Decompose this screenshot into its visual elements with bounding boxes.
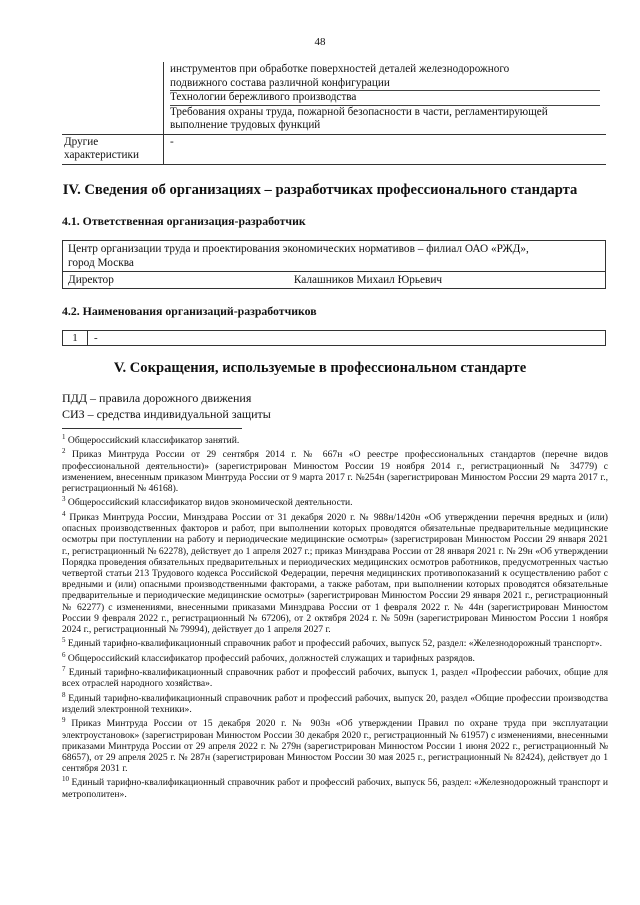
footnote [62, 690, 608, 716]
footnote [62, 774, 608, 800]
footnote [62, 432, 608, 446]
footnote-number: 7 [62, 664, 66, 673]
section-4-title: IV. Сведения об организациях – разработчиках профессионального стандарта [62, 182, 578, 198]
section-4-1-title: 4.1. Ответственная организация-разработчик [62, 214, 306, 228]
director-name: Калашников Михаил Юрьевич [293, 274, 443, 286]
requirement-line: инструментов при обработке поверхностей деталей железнодорожного [170, 63, 510, 75]
requirement-line: Технологии бережливого производства [170, 91, 600, 106]
footnote-text: Единый тарифно-квалификационный справочник работ и профессий рабочих, выпуск 1, раздел «Профессии рабочих, общие для всех отраслей народного хозяйства». [62, 667, 608, 690]
org-name [63, 241, 605, 271]
requirement-line: Требования охраны труда, пожарной безопасности в части, регламентирующей [170, 105, 548, 118]
footnote-text: Приказ Минтруда России от 29 сентября 2014 г. № 667н «О реестре профессиональных стандартов (перечне видов профессиональной деятельности)» (зарегистрирован Минюстом России 19 ноября 2014 г., регистрационный № 34779) с изменением, внесенным приказом Минтруда России от 9 марта 2017 г. №254н (зарегистрирован Минюстом России 29 марта 2017 г., регистрационный № 46168). [62, 449, 608, 495]
footnote [62, 715, 608, 774]
footnote-number: 6 [62, 650, 66, 659]
footnote [62, 635, 608, 649]
table-row-other [62, 134, 606, 165]
qualification-table-continuation [62, 62, 606, 165]
abbreviation-item: ПДД – правила дорожного движения [62, 391, 252, 405]
footnote-text: Общероссийский классификатор профессий рабочих, должностей служащих и тарифных разрядов. [65, 652, 475, 664]
section-4-2-title: 4.2. Наименования организаций-разработчиков [62, 304, 317, 318]
footnote-number: 2 [62, 447, 66, 456]
other-characteristics-label [62, 135, 164, 164]
requirement-line: подвижного состава различной конфигурации [170, 77, 600, 92]
table-cell-empty [62, 62, 164, 134]
director-label: Директор [68, 274, 114, 286]
developer-number: 1 [63, 331, 88, 345]
developer-orgs-table [62, 330, 606, 346]
footnote-text: Общероссийский классификатор видов экономической деятельности. [65, 497, 353, 509]
footnote-number: 4 [62, 509, 66, 518]
page-number: 48 [314, 36, 326, 48]
footnote-divider [62, 428, 242, 429]
footnote-text: Единый тарифно-квалификационный справочник работ и профессий рабочих, выпуск 52, раздел: «Железнодорожный транспорт». [65, 638, 603, 650]
footnotes [62, 432, 608, 800]
footnote-text: Единый тарифно-квалификационный справочник работ и профессий рабочих, выпуск 20, раздел «Общие профессии производства изделий электронной техники». [62, 692, 608, 715]
other-label-line: характеристики [64, 149, 139, 161]
table-cell-requirements [164, 62, 606, 134]
table-row [62, 62, 606, 134]
org-name-line: город Москва [68, 257, 134, 269]
director-row [63, 271, 605, 288]
footnote-text: Общероссийский классификатор занятий. [65, 435, 240, 447]
footnote-number: 8 [62, 690, 66, 699]
footnote [62, 446, 608, 494]
other-characteristics-value: - [170, 135, 174, 148]
requirement-line: выполнение трудовых функций [170, 119, 321, 131]
footnote-number: 3 [62, 495, 66, 504]
responsible-org-box [62, 240, 606, 289]
abbreviation-item: СИЗ – средства индивидуальной защиты [62, 407, 271, 421]
org-name-line: Центр организации труда и проектирования экономических нормативов – филиал ОАО «РЖД», [68, 243, 529, 255]
footnote [62, 494, 608, 508]
footnote [62, 664, 608, 690]
footnote-number: 10 [62, 775, 69, 784]
footnote-text: Приказ Минтруда России от 15 декабря 2020 г. № 903н «Об утверждении Правил по охране труда при эксплуатации электроустановок» (зарегистрирован Минюстом России 30 декабря 2020 г., регистрационный № 61957) с изменениями, внесенными приказами Минтруда России от 29 апреля 2022 г. № 279н (зарегистрирован Минюстом России 1 июня 2022 г., регистрационный № 68657), от 29 апреля 2025 г. № 287н (зарегистрирован Минюстом России 30 мая 2025 г., регистрационный № 82424), действует до 1 сентября 2031 г. [62, 718, 608, 775]
developer-value: - [94, 332, 98, 344]
footnote-number: 1 [62, 433, 66, 441]
section-5-title: V. Сокращения, используемые в профессиональном стандарте [113, 360, 527, 376]
footnote [62, 650, 608, 664]
footnote-text: Единый тарифно-квалификационный справочник работ и профессий рабочих, выпуск 56, раздел: «Железнодорожный транспорт и метрополитен». [62, 777, 608, 800]
footnote-number: 5 [62, 636, 66, 645]
abbreviation-list [62, 390, 271, 422]
footnote-text: Приказ Минтруда России, Минздрава России от 31 декабря 2020 г. № 988н/1420н «Об утверждении перечня вредных и (или) опасных производственных факторов и работ, при выполнении которых проводятся обязательные предварительные медицинские осмотры при поступлении на работу и периодические медицинские осмотры» (зарегистрирован Минюстом России 29 января 2021 г., регистрационный № 62278), действует до 1 апреля 2027 г.; приказ Минздрава России от 28 января 2021 г. № 29н «Об утверждении Порядка проведения обязательных предварительных и периодических медицинских осмотров работников, предусмотренных частью четвертой статьи 213 Трудового кодекса Российской Федерации, перечня медицинских противопоказаний к осуществлению работ с вредными и (или) опасными производственными факторами, а также работам, при выполнении которых проводятся обязательные предварительные и периодические медицинские осмотры» (зарегистрирован Минюстом России 29 января 2021 г., регистрационный № 62277) с изменениями, внесенными приказами Минздрава России от 1 февраля 2022 г. № 44н (зарегистрирован Минюстом России 9 февраля 2022 г., регистрационный № 67206), от 2 октября 2024 г. № 509н (зарегистрирован Минюстом России 1 ноября 2024 г., регистрационный № 79994), действует до 1 апреля 2027 г. [62, 511, 608, 635]
other-label-line: Другие [64, 135, 99, 148]
footnote [62, 509, 608, 635]
footnote-number: 9 [62, 716, 66, 725]
